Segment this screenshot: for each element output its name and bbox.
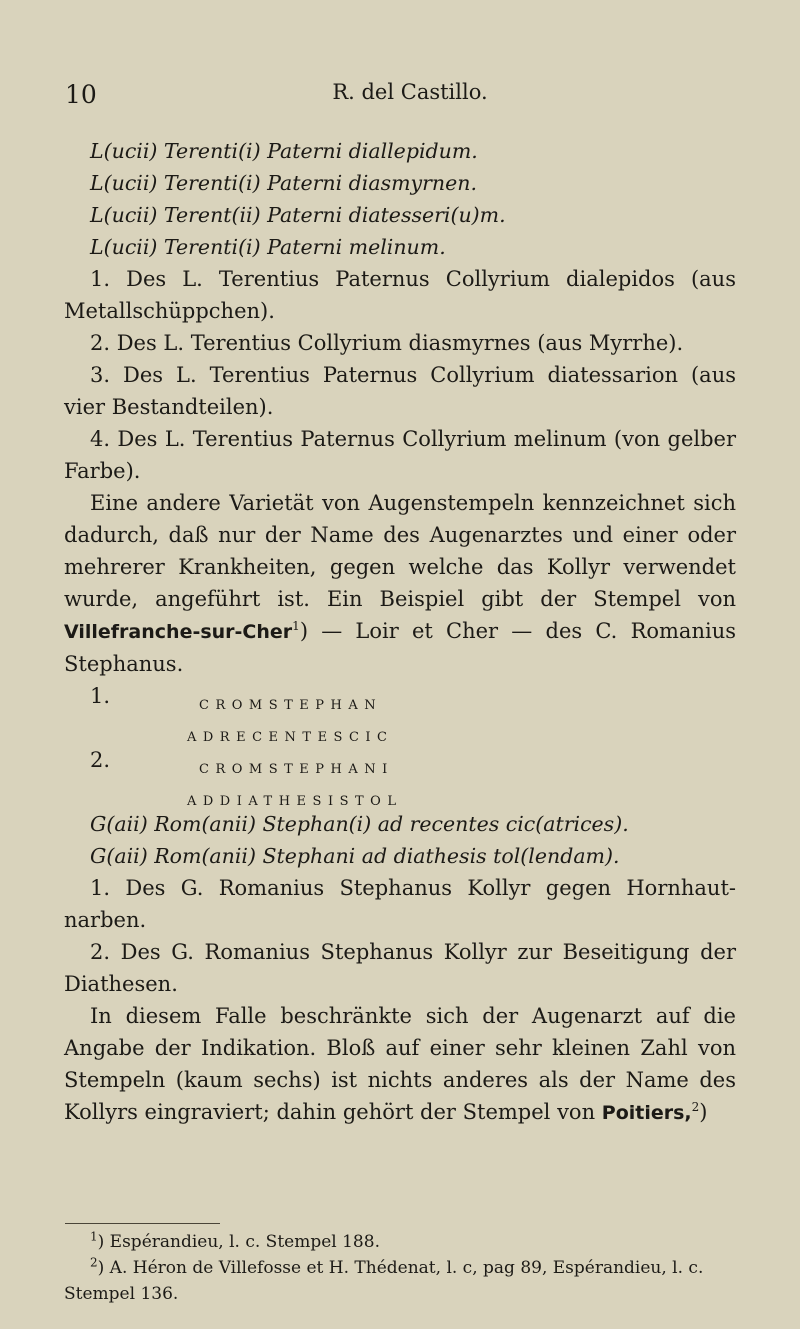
translation-item: 3. Des L. Terentius Paternus Collyrium diatessarion (aus vier Bestandteilen).	[64, 363, 736, 419]
stamp-text: ADRECENTESCIC	[187, 730, 394, 745]
inscription-line: L(ucii) Terenti(i) Paterni melinum.	[90, 235, 446, 259]
paragraph-text: Eine andere Varietät von Augenstempeln kennzeichnet sich dadurch, daß nur der Name des Augenarztes und einer oder mehrerer Krankheiten, gegen welche das Kollyr verwendet wurde, angeführt ist. Ein Beispiel gibt der Stempel von	[64, 491, 736, 611]
translation-item: 2. Des L. Terentius Collyrium diasmyrnes (aus Myrrhe).	[90, 331, 684, 355]
translation-item: 2. Des G. Romanius Stephanus Kollyr zur Beseitigung der Diathesen.	[64, 940, 736, 996]
inscription-line: L(ucii) Terenti(i) Paterni diallepidum.	[90, 139, 478, 163]
stamp-line	[64, 712, 736, 744]
place-name: Villefranche-sur-Cher	[64, 621, 293, 643]
stamp-number: 2.	[90, 748, 111, 772]
running-title: R. del Castillo.	[332, 80, 488, 104]
translation-item: 1. Des L. Terentius Paternus Collyrium dialepidos (aus Metallschüppchen).	[64, 267, 736, 323]
paragraph-text: In diesem Falle beschränkte sich der Augenarzt auf die Angabe der Indikation. Bloß auf einer sehr kleinen Zahl von Stempeln (kaum sechs) ist nichts anderes als der Name des Kollyrs eingraviert; dahin gehört der Stempel von	[64, 1004, 736, 1124]
page-header	[65, 80, 755, 110]
inscription-line: L(ucii) Terent(ii) Paterni diatesseri(u)m.	[90, 203, 506, 227]
inscription-line: G(aii) Rom(anii) Stephan(i) ad recentes cic(atrices).	[90, 812, 629, 836]
footnote-mark: 2	[90, 1255, 98, 1270]
footnote-divider	[65, 1223, 220, 1224]
footnote-text: ) Espérandieu, l. c. Stempel 188.	[97, 1232, 380, 1252]
stamp-line	[64, 744, 736, 776]
translation-item: 1. Des G. Romanius Stephanus Kollyr gegen Hornhautnarben.	[64, 876, 736, 932]
place-name: Poitiers,	[601, 1102, 692, 1124]
stamp-line	[64, 776, 736, 808]
paragraph-text: )	[699, 1100, 708, 1124]
stamp-line	[64, 680, 736, 712]
inscription-line: L(ucii) Terenti(i) Paterni diasmyrnen.	[90, 171, 477, 195]
body-paragraph	[64, 487, 736, 680]
stamp-text: CROMSTEPHAN	[199, 698, 383, 713]
footnotes	[64, 1229, 736, 1307]
footnote	[64, 1229, 736, 1255]
footnote-ref: 1	[292, 619, 300, 633]
footnote-ref: 2	[691, 1100, 700, 1114]
page-number: 10	[65, 80, 97, 109]
paragraph-text: ) — Loir et Cher — des C. Romanius Stephanus.	[64, 619, 736, 676]
footnote-mark: 1	[90, 1229, 98, 1244]
stamp-text: CROMSTEPHANI	[199, 762, 394, 777]
footnote-text: ) A. Héron de Villefosse et H. Thédenat, l. c, pag 89, Espérandieu, l. c. Stempel 136.	[64, 1258, 704, 1304]
body-paragraph	[64, 1000, 736, 1129]
translation-item: 4. Des L. Terentius Paternus Collyrium melinum (von gelber Farbe).	[64, 427, 736, 483]
inscription-line: G(aii) Rom(anii) Stephani ad diathesis tol(lendam).	[90, 844, 620, 868]
main-text	[64, 135, 736, 1129]
stamp-number: 1.	[90, 684, 111, 708]
stamp-text: ADDIATHESISTOL	[187, 794, 403, 809]
footnote	[64, 1255, 736, 1307]
